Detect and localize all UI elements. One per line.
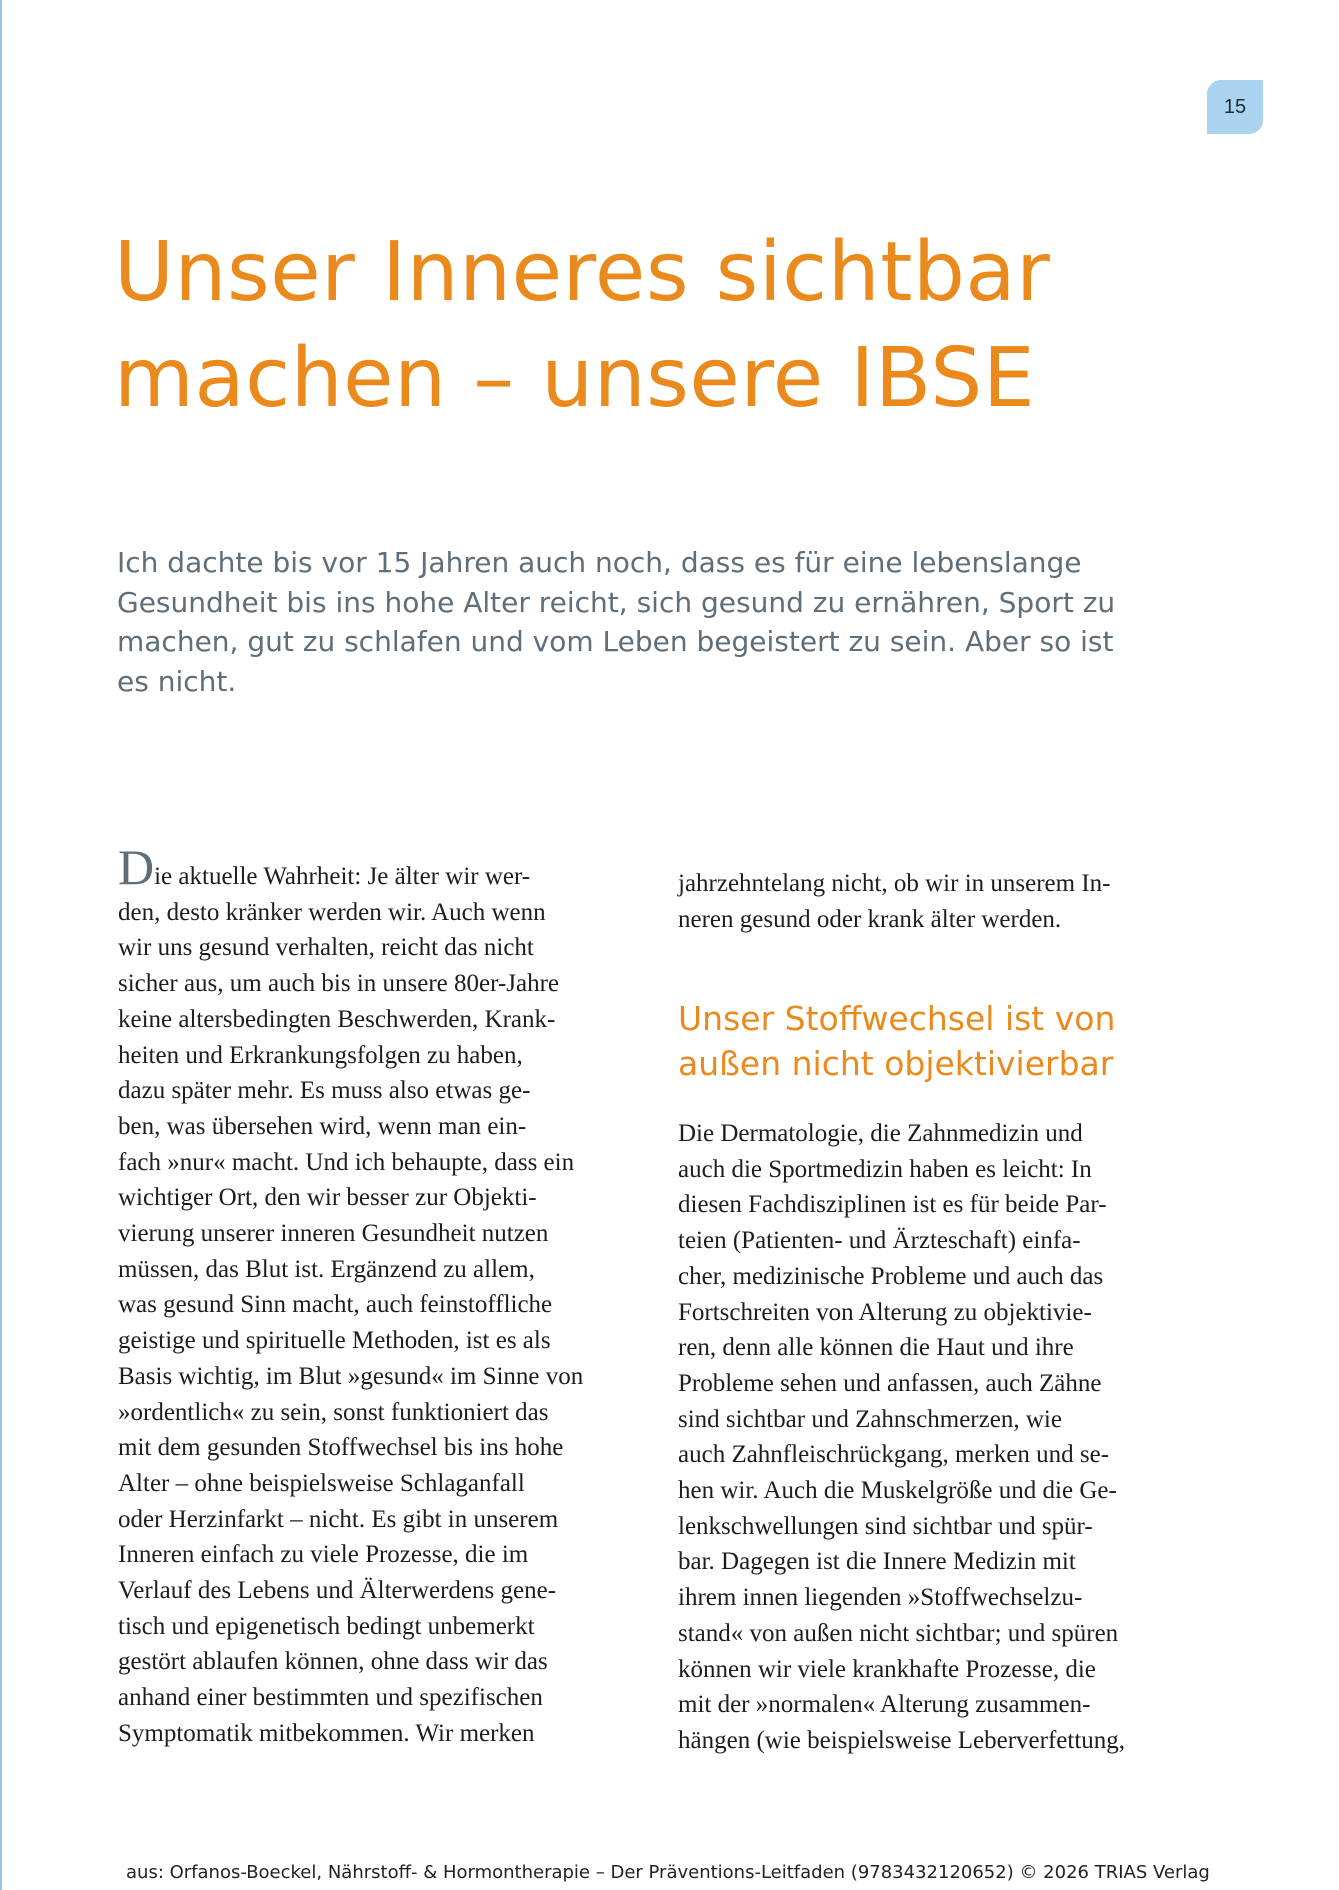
body-line: ben, was übersehen wird, wenn man ein- [118, 1112, 527, 1140]
body-line: Verlauf des Lebens und Älterwerdens gene- [118, 1577, 557, 1605]
chapter-title [114, 220, 1114, 432]
body-line: neren gesund oder krank älter werden. [678, 905, 1062, 933]
body-line: keine altersbedingten Beschwerden, Krank- [118, 1005, 556, 1033]
intro-line: machen, gut zu schlafen und vom Leben begeistert zu sein. Aber so ist [117, 625, 1114, 658]
body-line: können wir viele krankhafte Prozesse, die [678, 1655, 1096, 1683]
body-line: geistige und spirituelle Methoden, ist es als [118, 1327, 551, 1355]
intro-line: es nicht. [117, 664, 237, 698]
body-line: auch Zahnfleischrückgang, merken und se- [678, 1441, 1110, 1469]
body-line: vierung unserer inneren Gesundheit nutzen [118, 1220, 549, 1248]
body-line: Fortschreiten von Alterung zu objektivie- [678, 1298, 1092, 1326]
body-line: anhand einer bestimmten und spezifischen [118, 1684, 543, 1712]
body-line: sicher aus, um auch bis in unsere 80er-Jahre [118, 970, 560, 998]
right-column-top-text [678, 866, 1198, 937]
body-line: ihrem innen liegenden »Stoffwechselzu- [678, 1584, 1083, 1612]
body-line: sind sichtbar und Zahnschmerzen, wie [678, 1405, 1062, 1433]
body-line: den, desto kränker werden wir. Auch wenn [118, 898, 546, 926]
body-line: wichtiger Ort, den wir besser zur Objekti- [118, 1184, 537, 1212]
body-line: cher, medizinische Probleme und auch das [678, 1262, 1104, 1290]
body-line: oder Herzinfarkt – nicht. Es gibt in unserem [118, 1505, 559, 1533]
body-line: was gesund Sinn macht, auch feinstoffliche [118, 1291, 553, 1319]
body-line: mit der »normalen« Alterung zusammen- [678, 1691, 1091, 1719]
body-line: stand« von außen nicht sichtbar; und spüren [678, 1619, 1119, 1647]
body-line: Probleme sehen und anfassen, auch Zähne [678, 1369, 1102, 1397]
drop-cap: D [118, 839, 155, 895]
first-line-text: ie aktuelle Wahrheit: Je älter wir wer- [154, 863, 531, 890]
body-line: ren, denn alle können die Haut und ihre [678, 1334, 1074, 1362]
body-line: diesen Fachdisziplinen ist es für beide Par- [678, 1191, 1107, 1219]
page-number-badge [1207, 80, 1263, 134]
body-line-first [118, 839, 638, 895]
page-edge-line [0, 0, 2, 1890]
source-footer: aus: Orfanos-Boeckel, Nährstoff- & Hormontherapie – Der Präventions-Leitfaden (9783432120652) © 2026 TRIAS Verlag [126, 1862, 1210, 1883]
title-line: machen – unsere IBSE [114, 331, 1036, 426]
subheading-line: Unser Stoffwechsel ist von [678, 999, 1116, 1038]
body-line: heiten und Erkrankungsfolgen zu haben, [118, 1041, 523, 1069]
body-line: Die Dermatologie, die Zahnmedizin und [678, 1120, 1083, 1147]
section-subheading [678, 996, 1238, 1086]
body-line: Symptomatik mitbekommen. Wir merken [118, 1719, 535, 1747]
body-line: mit dem gesunden Stoffwechsel bis ins hohe [118, 1434, 564, 1462]
body-line: Inneren einfach zu viele Prozesse, die im [118, 1541, 529, 1569]
page-number: 15 [1223, 95, 1247, 118]
body-line: auch die Sportmedizin haben es leicht: In [678, 1155, 1092, 1183]
body-line: jahrzehntelang nicht, ob wir in unserem In- [678, 870, 1111, 897]
body-line: dazu später mehr. Es muss also etwas ge- [118, 1077, 531, 1105]
body-line: Alter – ohne beispielsweise Schlaganfall [118, 1469, 525, 1497]
body-line: fach »nur« macht. Und ich behaupte, dass ein [118, 1148, 575, 1176]
intro-line: Ich dachte bis vor 15 Jahren auch noch, dass es für eine lebenslange [117, 546, 1082, 579]
body-line: teien (Patienten- und Ärzteschaft) einfa- [678, 1227, 1081, 1255]
intro-paragraph [117, 543, 1157, 701]
body-line: Basis wichtig, im Blut »gesund« im Sinne von [118, 1362, 584, 1390]
body-line: hen wir. Auch die Muskelgröße und die Ge- [678, 1477, 1117, 1505]
left-column-text [118, 839, 638, 1752]
body-line: gestört ablaufen können, ohne dass wir das [118, 1648, 548, 1676]
body-line: müssen, das Blut ist. Ergänzend zu allem, [118, 1255, 535, 1283]
body-line: tisch und epigenetisch bedingt unbemerkt [118, 1612, 535, 1640]
body-line: wir uns gesund verhalten, reicht das nicht [118, 934, 534, 962]
title-line: Unser Inneres sichtbar [114, 225, 1051, 320]
right-column-body-text [678, 1116, 1198, 1759]
body-line: hängen (wie beispielsweise Leberverfettung, [678, 1726, 1126, 1754]
body-line: lenkschwellungen sind sichtbar und spür- [678, 1512, 1093, 1540]
subheading-line: außen nicht objektivierbar [678, 1044, 1114, 1083]
intro-line: Gesundheit bis ins hohe Alter reicht, sich gesund zu ernähren, Sport zu [117, 585, 1116, 619]
body-line: bar. Dagegen ist die Innere Medizin mit [678, 1548, 1076, 1576]
body-line: »ordentlich« zu sein, sonst funktioniert das [118, 1398, 549, 1426]
